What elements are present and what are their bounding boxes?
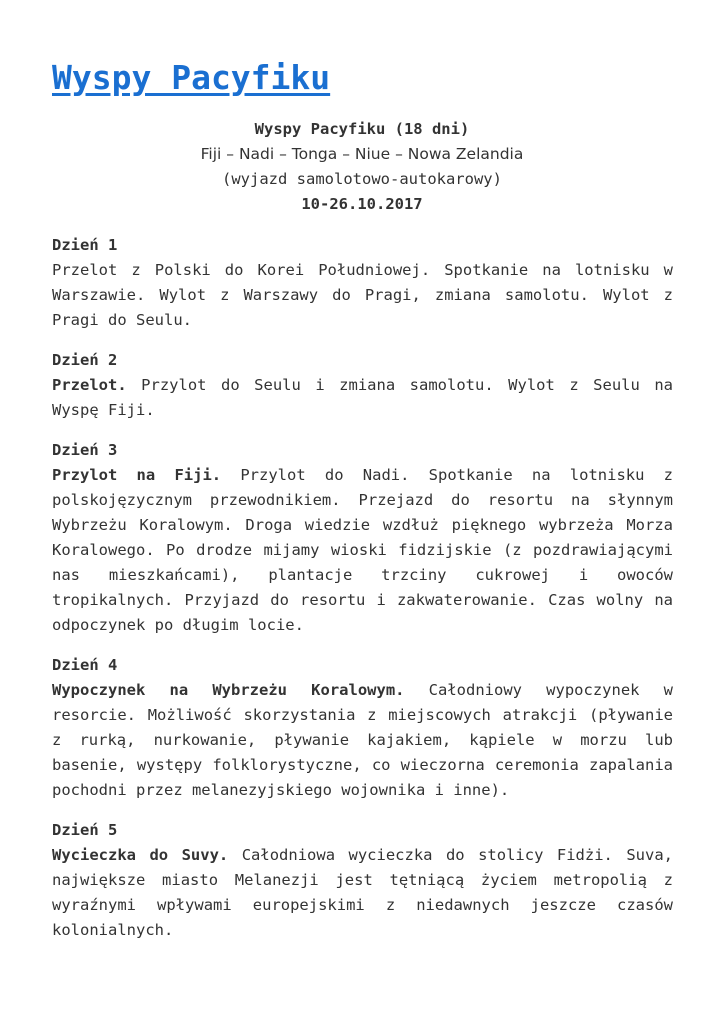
trip-route: Fiji – Nadi – Tonga – Niue – Nowa Zelandia bbox=[200, 145, 524, 163]
day-description bbox=[52, 843, 673, 943]
day-label: Dzień 1 bbox=[52, 236, 118, 254]
day-body: Przylot do Nadi. Spotkanie na lotnisku z polskojęzycznym przewodnikiem. Przejazd do resortu na słynnym Wybrzeżu Koralowym. Droga wiedzie wzdłuż pięknego wybrzeża Morza Koralowego. Po drodze mijamy wioski fidzijskie (z pozdrawiającymi nas mieszkańcami), plantacje trzciny cukrowej i owoców tropikalnych. Przyjazd do resortu i zakwaterowanie. Czas wolny na odpoczynek po długim locie. bbox=[52, 466, 673, 634]
day-body: Przylot do Seulu i zmiana samolotu. Wylot z Seulu na Wyspę Fiji. bbox=[52, 376, 673, 419]
page-title[interactable]: Wyspy Pacyfiku bbox=[52, 58, 331, 97]
day-label: Dzień 2 bbox=[52, 351, 118, 369]
day-lead: Wycieczka do Suvy. bbox=[52, 846, 229, 864]
itinerary-day bbox=[52, 438, 673, 638]
itinerary-day bbox=[52, 818, 673, 943]
trip-dates: 10-26.10.2017 bbox=[301, 195, 423, 213]
day-label: Dzień 3 bbox=[52, 441, 118, 459]
itinerary-day bbox=[52, 348, 673, 423]
itinerary bbox=[52, 233, 673, 958]
trip-name: Wyspy Pacyfiku (18 dni) bbox=[254, 120, 470, 138]
day-description bbox=[52, 373, 673, 423]
day-lead: Przylot na Fiji. bbox=[52, 466, 222, 484]
day-description bbox=[52, 258, 673, 333]
day-body: Całodniowa wycieczka do stolicy Fidżi. Suva, największe miasto Melanezji jest tętniącą życiem metropolią z wyraźnymi wpływami europejskimi z niedawnych jeszcze czasów kolonialnych. bbox=[52, 846, 673, 939]
itinerary-day bbox=[52, 233, 673, 333]
day-body: Przelot z Polski do Korei Południowej. Spotkanie na lotnisku w Warszawie. Wylot z Warszawy do Pragi, zmiana samolotu. Wylot z Pragi do Seulu. bbox=[52, 261, 673, 329]
day-description bbox=[52, 678, 673, 803]
trip-header bbox=[52, 117, 672, 217]
trip-type: (wyjazd samolotowo-autokarowy) bbox=[222, 170, 502, 188]
day-lead: Przelot. bbox=[52, 376, 127, 394]
itinerary-day bbox=[52, 653, 673, 803]
day-lead: Wypoczynek na Wybrzeżu Koralowym. bbox=[52, 681, 405, 699]
day-label: Dzień 5 bbox=[52, 821, 118, 839]
day-body: Całodniowy wypoczynek w resorcie. Możliwość skorzystania z miejscowych atrakcji (pływanie z rurką, nurkowanie, pływanie kajakiem, kąpiele w morzu lub basenie, występy folklorystyczne, co wieczorna ceremonia zapalania pochodni przez melanezyjskiego wojownika i inne). bbox=[52, 681, 674, 799]
day-description bbox=[52, 463, 673, 638]
day-label: Dzień 4 bbox=[52, 656, 118, 674]
